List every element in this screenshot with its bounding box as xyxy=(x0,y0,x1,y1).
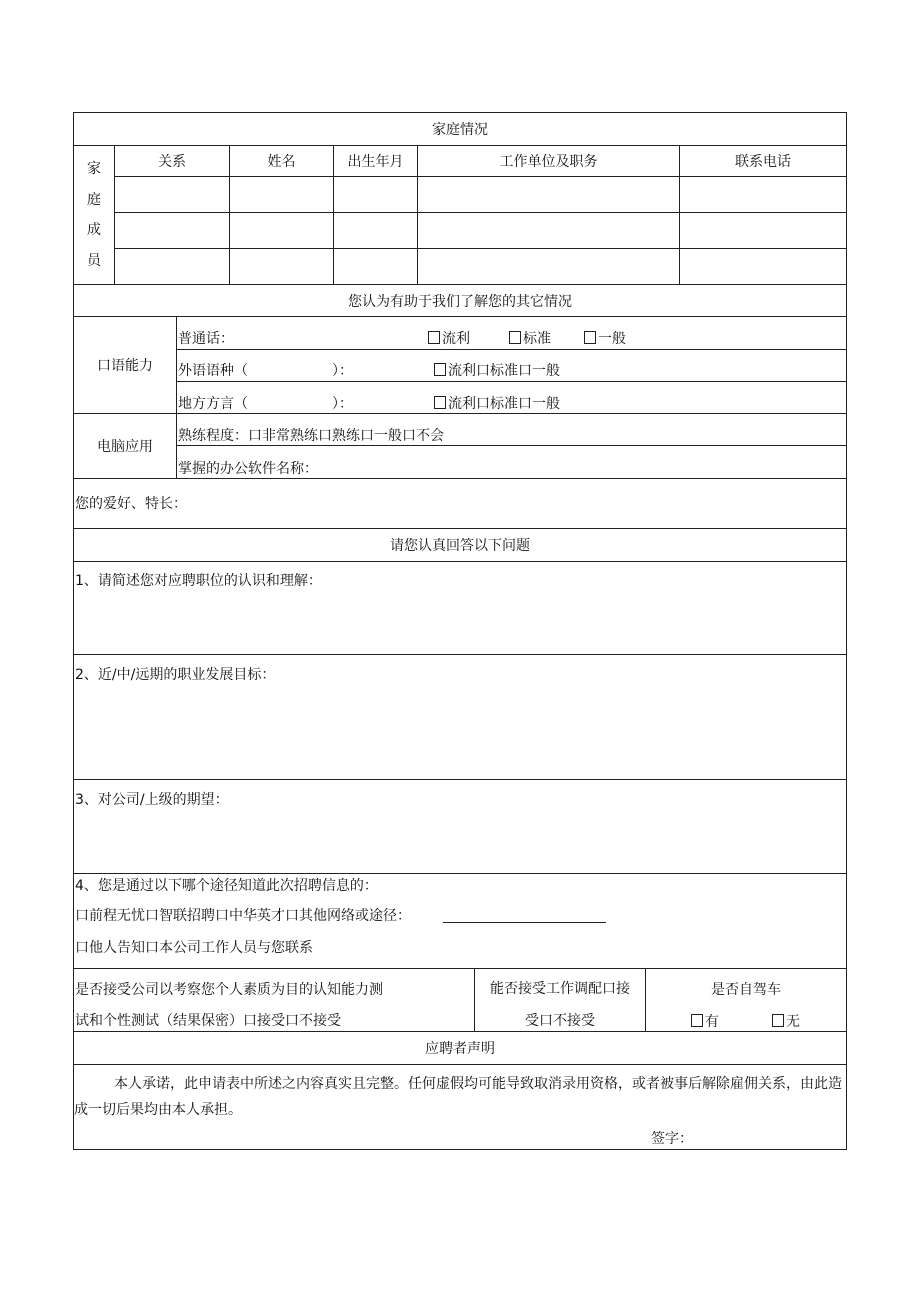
checkbox-icon xyxy=(691,1014,703,1027)
foreign-language-label: 外语语种（ ）： xyxy=(178,363,353,379)
side-char: 成 xyxy=(87,222,101,239)
checkbox-icon xyxy=(428,331,440,344)
dialect-label: 地方方言（ ）： xyxy=(178,396,353,412)
questions-title: 请您认真回答以下问题 xyxy=(390,538,530,554)
divider xyxy=(73,873,847,874)
computer-label: 电脑应用 xyxy=(97,439,153,455)
divider xyxy=(73,779,847,780)
family-cell[interactable] xyxy=(115,249,229,284)
option-label: 有 xyxy=(705,1014,719,1030)
office-software[interactable]: 掌握的办公软件名称： xyxy=(178,461,318,477)
family-cell[interactable] xyxy=(680,213,846,248)
declaration-body: 本人承诺，此申请表中所述之内容真实且完整。任何虚假均可能导致取消录用资格，或者被事后解除雇佣关系，由此造成一切后果均由本人承担。 xyxy=(74,1076,842,1118)
checkbox-icon xyxy=(434,396,446,409)
mandarin-option-standard[interactable] xyxy=(509,331,551,347)
side-char: 庭 xyxy=(87,191,101,208)
option-label: 流利 xyxy=(442,331,470,347)
checkbox-icon xyxy=(434,363,446,376)
question-3[interactable]: 3、对公司/上级的期望： xyxy=(75,792,229,808)
side-char: 家 xyxy=(87,161,101,178)
option-label: 标准 xyxy=(523,331,551,347)
family-cell[interactable] xyxy=(115,177,229,212)
language-label: 口语能力 xyxy=(97,358,153,374)
mandarin-option-normal[interactable] xyxy=(584,331,626,347)
divider xyxy=(73,478,847,479)
divider xyxy=(73,1064,847,1065)
checkbox-icon xyxy=(772,1014,784,1027)
test-question-line2[interactable]: 试和个性测试（结果保密）口接受口不接受 xyxy=(75,1013,341,1029)
family-title: 家庭情况 xyxy=(432,122,488,138)
drive-option-no[interactable] xyxy=(772,1014,800,1030)
family-cell[interactable] xyxy=(680,177,846,212)
family-cell[interactable] xyxy=(334,177,417,212)
drive-title: 是否自驾车 xyxy=(711,982,781,998)
divider xyxy=(73,316,847,317)
border-right xyxy=(846,112,847,1150)
divider xyxy=(73,561,847,562)
transfer-question-line2[interactable]: 受口不接受 xyxy=(525,1013,595,1029)
header-relation: 关系 xyxy=(158,154,186,170)
option-label: 一般 xyxy=(598,331,626,347)
foreign-language-options[interactable] xyxy=(434,363,560,379)
family-side-label xyxy=(74,146,114,284)
border-bottom xyxy=(73,1149,847,1150)
header-birth: 出生年月 xyxy=(347,154,404,170)
header-phone: 联系电话 xyxy=(735,154,791,170)
family-cell[interactable] xyxy=(680,249,846,284)
checkbox-icon xyxy=(509,331,521,344)
divider xyxy=(645,968,646,1031)
hobby-field[interactable]: 您的爱好、特长： xyxy=(75,496,187,512)
family-cell[interactable] xyxy=(230,249,333,284)
header-name: 姓名 xyxy=(267,154,296,170)
option-label: 无 xyxy=(786,1014,800,1030)
family-cell[interactable] xyxy=(115,213,229,248)
transfer-question-line1[interactable]: 能否接受工作调配口接 xyxy=(490,981,630,997)
divider xyxy=(73,968,847,969)
option-label: 流利口标准口一般 xyxy=(448,363,560,379)
divider xyxy=(176,445,847,446)
dialect-options[interactable] xyxy=(434,396,560,412)
divider xyxy=(176,381,847,382)
family-cell[interactable] xyxy=(230,177,333,212)
family-cell[interactable] xyxy=(334,213,417,248)
drive-option-yes[interactable] xyxy=(691,1014,719,1030)
other-info-title: 您认为有助于我们了解您的其它情况 xyxy=(348,293,572,310)
family-cell[interactable] xyxy=(418,177,679,212)
declaration-title: 应聘者声明 xyxy=(425,1041,495,1057)
test-question-line1: 是否接受公司以考察您个人素质为目的认知能力测 xyxy=(75,982,383,998)
side-char: 员 xyxy=(87,252,101,269)
question-1[interactable]: 1、请简述您对应聘职位的认识和理解： xyxy=(75,573,322,589)
question-4-options-line1[interactable]: 口前程无忧口智联招聘口中华英才口其他网络或途径： xyxy=(75,908,411,924)
mandarin-label: 普通话： xyxy=(178,331,234,347)
other-channel-underline[interactable] xyxy=(443,922,606,923)
family-cell[interactable] xyxy=(230,213,333,248)
divider xyxy=(176,316,177,478)
checkbox-icon xyxy=(584,331,596,344)
question-2[interactable]: 2、近/中/远期的职业发展目标： xyxy=(75,667,276,683)
signature-field[interactable]: 签字： xyxy=(651,1131,693,1147)
family-cell[interactable] xyxy=(418,213,679,248)
question-4-options-line2[interactable]: 口他人告知口本公司工作人员与您联系 xyxy=(75,940,313,956)
question-4: 4、您是通过以下哪个途径知道此次招聘信息的： xyxy=(75,878,378,894)
computer-skill[interactable]: 熟练程度：口非常熟练口熟练口一般口不会 xyxy=(178,428,444,444)
option-label: 流利口标准口一般 xyxy=(448,396,560,412)
header-workplace: 工作单位及职务 xyxy=(499,154,598,170)
mandarin-option-fluent[interactable] xyxy=(428,331,470,347)
family-cell[interactable] xyxy=(418,249,679,284)
declaration-text xyxy=(74,1071,846,1123)
divider xyxy=(73,654,847,655)
divider xyxy=(176,349,847,350)
divider xyxy=(73,413,847,414)
family-cell[interactable] xyxy=(334,249,417,284)
